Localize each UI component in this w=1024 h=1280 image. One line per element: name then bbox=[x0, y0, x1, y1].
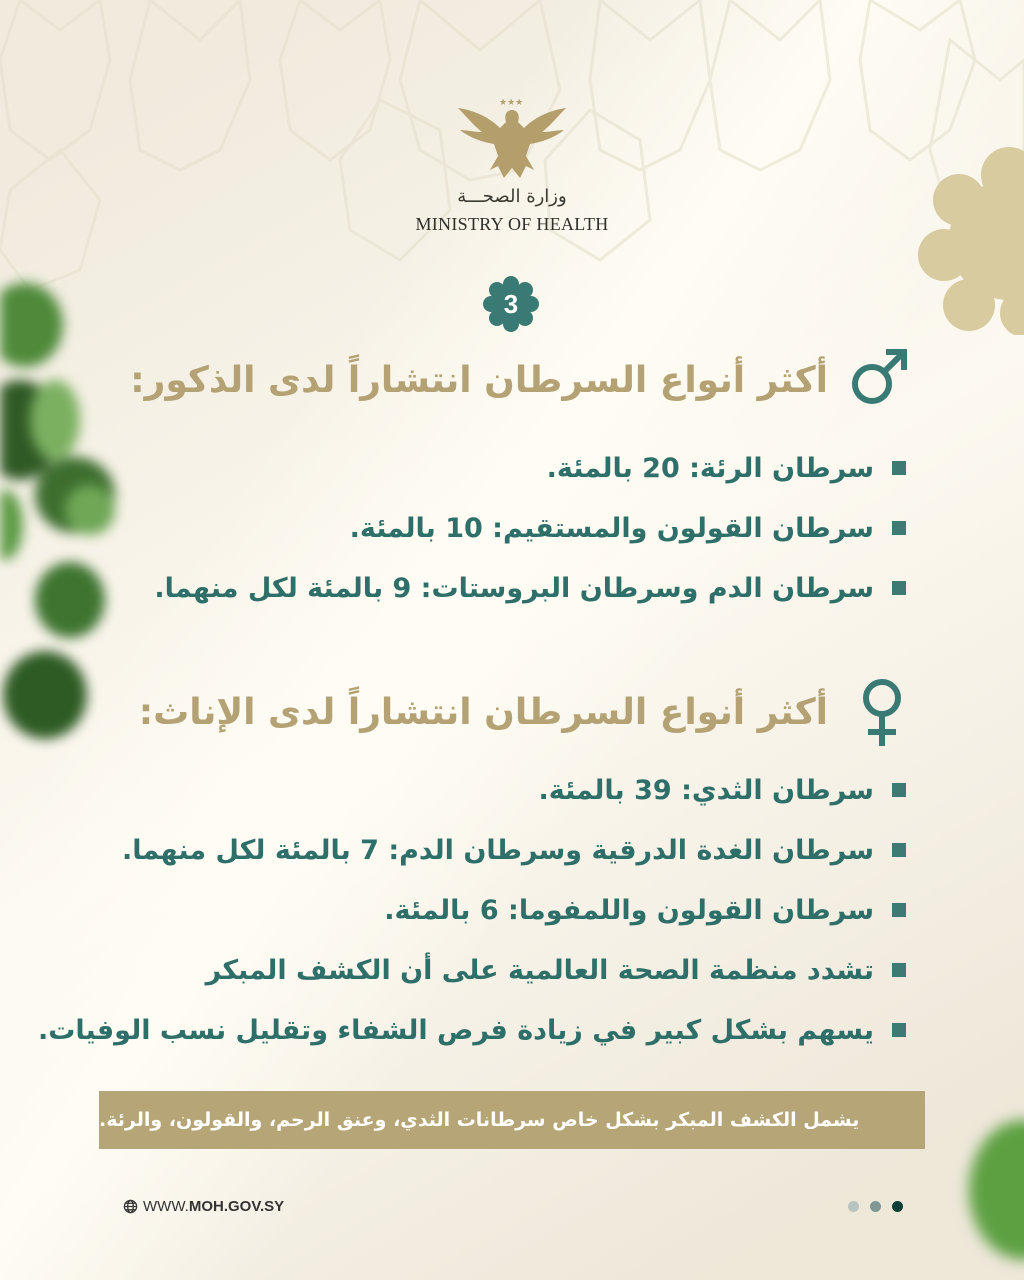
list-item: سرطان الدم وسرطان البروستات: 9 بالمئة لكل منهما. bbox=[154, 558, 906, 618]
bullet bbox=[892, 521, 906, 535]
section-heading-females: أكثر أنواع السرطان انتشاراً لدى الإناث: bbox=[138, 692, 828, 733]
list-item: سرطان الغدة الدرقية وسرطان الدم: 7 بالمئة لكل منهما. bbox=[38, 820, 906, 880]
early-detection-banner bbox=[99, 1091, 925, 1149]
male-symbol-icon bbox=[846, 346, 910, 410]
female-symbol-icon bbox=[854, 676, 910, 748]
list-item: تشدد منظمة الصحة العالمية على أن الكشف المبكر bbox=[38, 940, 906, 1000]
bullet bbox=[892, 843, 906, 857]
pagination-dot-1[interactable] bbox=[848, 1201, 859, 1212]
pagination-dot-2[interactable] bbox=[870, 1201, 881, 1212]
green-leaves-decoration bbox=[0, 270, 140, 750]
website-link[interactable] bbox=[123, 1198, 284, 1215]
bullet bbox=[892, 461, 906, 475]
website-domain: MOH.GOV.SY bbox=[188, 1198, 285, 1215]
list-item: يسهم بشكل كبير في زيادة فرص الشفاء وتقليل نسب الوفيات. bbox=[38, 1000, 906, 1060]
slide-number: 3 bbox=[503, 288, 519, 319]
ministry-english-name: MINISTRY OF HEALTH bbox=[415, 214, 609, 234]
list-item: سرطان الثدي: 39 بالمئة. bbox=[38, 760, 906, 820]
bullet bbox=[892, 1023, 906, 1037]
bullet bbox=[892, 581, 906, 595]
gold-flower-decoration bbox=[914, 145, 1024, 335]
list-item: سرطان القولون والمستقيم: 10 بالمئة. bbox=[154, 498, 906, 558]
banner-text: يشمل الكشف المبكر بشكل خاص سرطانات الثدي، وعنق الرحم، والقولون، والرئة. bbox=[99, 1109, 860, 1131]
list-item: سرطان الرئة: 20 بالمئة. bbox=[154, 438, 906, 498]
bullet bbox=[892, 903, 906, 917]
website-prefix: WWW. bbox=[143, 1198, 189, 1215]
eagle-emblem-logo bbox=[452, 96, 572, 186]
svg-text:★★★: ★★★ bbox=[499, 98, 524, 108]
green-leaf-decoration bbox=[944, 1110, 1024, 1270]
males-cancer-list bbox=[154, 438, 906, 618]
pagination-dot-3-active[interactable] bbox=[892, 1201, 903, 1212]
bullet bbox=[892, 783, 906, 797]
bullet bbox=[892, 963, 906, 977]
section-heading-males: أكثر أنواع السرطان انتشاراً لدى الذكور: bbox=[130, 360, 828, 401]
females-cancer-list bbox=[38, 760, 906, 1060]
list-item: سرطان القولون واللمفوما: 6 بالمئة. bbox=[38, 880, 906, 940]
ministry-arabic-name: وزارة الصحـــة bbox=[457, 186, 567, 207]
pagination-dots bbox=[848, 1201, 903, 1212]
globe-icon bbox=[123, 1199, 138, 1214]
